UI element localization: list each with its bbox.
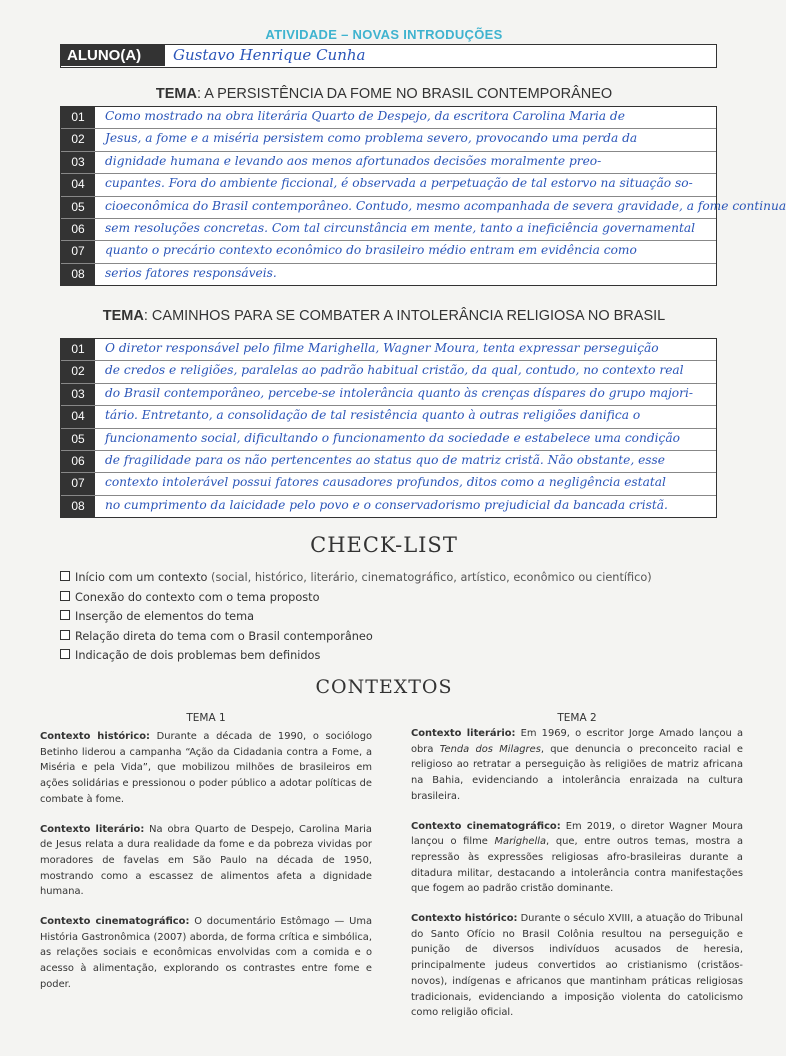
context-paragraph	[40, 729, 372, 808]
checkbox[interactable]	[60, 591, 70, 601]
writing-line	[61, 152, 716, 174]
writing-line	[61, 107, 716, 129]
tema-2-heading	[0, 308, 768, 324]
page-title: ATIVIDADE – NOVAS INTRODUÇÕES	[265, 27, 503, 42]
tema-2-writing-lines	[60, 338, 717, 518]
context-type-label: Contexto literário:	[411, 728, 516, 739]
line-number: 02	[61, 129, 95, 150]
handwritten-text[interactable]: contexto intolerável possui fatores causadores profundos, ditos como a negligência estatal	[105, 475, 666, 490]
context-paragraph	[411, 726, 743, 805]
checklist-item-label: Inserção de elementos do tema	[75, 610, 255, 624]
checkbox[interactable]	[60, 571, 70, 581]
tema-2-label: TEMA	[102, 308, 144, 324]
writing-line	[61, 197, 786, 219]
writing-line	[61, 219, 716, 241]
context-work-title: Tenda dos Milagres	[439, 743, 541, 755]
line-number: 06	[61, 451, 95, 472]
tema-1-heading	[0, 86, 768, 102]
context-work-title: Marighella	[494, 836, 547, 848]
handwritten-text[interactable]: Jesus, a fome e a miséria persistem como problema severo, provocando uma perda da	[105, 131, 638, 146]
handwritten-text[interactable]: no cumprimento da laicidade pelo povo e o conservadorismo prejudicial da bancada cristã.	[105, 497, 668, 512]
context-paragraph	[40, 914, 372, 993]
tema-1-context-heading: TEMA 1	[186, 712, 226, 724]
writing-line	[61, 241, 716, 263]
context-type-label: Contexto cinematográfico:	[411, 820, 561, 832]
writing-line	[61, 496, 716, 517]
context-type-label: Contexto histórico:	[411, 913, 518, 925]
handwritten-text[interactable]: de credos e religiões, paralelas ao padrão habitual cristão, da qual, contudo, no contexto real	[105, 363, 684, 378]
context-text: , que denuncia o preconceito racial e religioso ao retratar a perseguição às religiões de matriz africana na Bahia, evidenciando a intolerância enraizada na cultura brasileira.	[411, 743, 743, 802]
line-number: 08	[61, 264, 95, 285]
line-number: 08	[61, 496, 95, 517]
student-label: ALUNO(A)	[61, 45, 165, 66]
context-text: , que, entre outros temas, mostra a repressão às expressões religiosas afro-brasileiras durante a ditadura militar, destacando a intolerância contra manifestações que fogem ao padrão cristão dominante.	[411, 836, 743, 895]
tema-1-label: TEMA	[155, 86, 197, 102]
line-number: 05	[61, 429, 95, 450]
tema-2-contexts	[411, 712, 743, 1035]
handwritten-text[interactable]: O diretor responsável pelo filme Marighella, Wagner Moura, tenta expressar perseguição	[105, 341, 659, 355]
writing-line	[61, 339, 716, 361]
handwritten-text[interactable]: tário. Entretanto, a consolidação de tal resistência quanto à outras religiões danifica o	[105, 408, 641, 423]
context-text: Durante o século XVIII, a atuação do Tribunal do Santo Ofício no Brasil Colônia resultou na perseguição e punição de diversos indivíduos acusados de heresia, principalmente judeus convertidos ao cristianismo (cristãos-novos), indígenas e africanos que mantinham práticas religiosas tradicionais, evidenciando a imposição violenta do catolicismo como religião oficial.	[411, 913, 743, 1019]
writing-line	[61, 264, 716, 285]
context-paragraph	[411, 819, 743, 898]
checkbox[interactable]	[60, 649, 70, 659]
checklist-item	[60, 588, 740, 608]
tema-2-title: : CAMINHOS PARA SE COMBATER A INTOLERÂNCIA RELIGIOSA NO BRASIL	[143, 308, 666, 324]
student-name-bar	[60, 44, 717, 68]
handwritten-text[interactable]: sem resoluções concretas. Com tal circunstância em mente, tanto a ineficiência governamental	[105, 220, 696, 235]
checklist-item	[60, 607, 740, 627]
checklist	[60, 568, 740, 666]
context-text: Na obra Quarto de Despejo, Carolina Maria de Jesus relata a dura realidade da fome e da pobreza vividas por moradores de favelas em São Paulo na década de 1950, mostrando como a escassez de alimentos afeta a dignidade humana.	[40, 823, 372, 898]
writing-line	[61, 473, 716, 495]
handwritten-text[interactable]: funcionamento social, dificultando o funcionamento da sociedade e estabelece uma condição	[105, 430, 680, 445]
context-text: O documentário Estômago — Uma História Gastronômica (2007) aborda, de forma crítica e simbólica, as relações sociais e econômicas envolvidas com a comida e o acesso à alimentação, explorando os contrastes entre fome e poder.	[40, 916, 372, 990]
checkbox[interactable]	[60, 610, 70, 620]
handwritten-text[interactable]: cupantes. Fora do ambiente ficcional, é observada a perpetuação de tal estorvo na situação so-	[105, 176, 693, 191]
checklist-item	[60, 568, 740, 588]
line-number: 01	[61, 107, 95, 128]
handwritten-text[interactable]: dignidade humana e levando aos menos afortunados decisões moralmente preo-	[105, 153, 602, 168]
writing-line	[61, 129, 716, 151]
handwritten-text[interactable]: cioeconômica do Brasil contemporâneo. Contudo, mesmo acompanhada de severa gravidade, a fome continua	[105, 198, 786, 213]
line-number: 07	[61, 473, 95, 494]
handwritten-text[interactable]: serios fatores responsáveis.	[105, 265, 277, 280]
context-paragraph	[40, 822, 372, 901]
checklist-item-note: (social, histórico, literário, cinematográfico, artístico, econômico ou científico)	[207, 571, 652, 584]
context-text: Durante a década de 1990, o sociólogo Betinho liderou a campanha “Ação da Cidadania contra a Fome, a Miséria e pela Vida”, que mobilizou milhões de brasileiros em ações solidárias e pressionou o poder público a adotar políticas de combate à fome.	[40, 731, 373, 805]
writing-line	[61, 451, 716, 473]
checklist-item	[60, 627, 740, 647]
writing-line	[61, 429, 716, 451]
line-number: 07	[61, 241, 95, 262]
context-paragraph	[411, 911, 743, 1021]
contextos-title: CONTEXTOS	[315, 676, 453, 698]
checklist-item-label: Conexão do contexto com o tema proposto	[75, 590, 320, 604]
handwritten-text[interactable]: Como mostrado na obra literária Quarto de Despejo, da escritora Carolina Maria de	[105, 109, 625, 123]
handwritten-text[interactable]: de fragilidade para os não pertencentes ao status quo de matriz cristã. Não obstante, esse	[105, 452, 666, 467]
tema-1-writing-lines	[60, 106, 786, 286]
writing-line	[61, 384, 716, 406]
line-number: 03	[61, 152, 95, 173]
checklist-title: CHECK-LIST	[310, 533, 458, 557]
writing-line	[61, 406, 716, 428]
context-type-label: Contexto literário:	[40, 823, 145, 835]
checklist-item-label: Indicação de dois problemas bem definidos	[75, 649, 321, 663]
line-number: 04	[61, 406, 95, 427]
context-text: Em 2019, o diretor Wagner Moura lançou o filme	[411, 820, 743, 848]
tema-1-contexts	[40, 712, 372, 1007]
tema-2-context-heading: TEMA 2	[557, 712, 597, 724]
line-number: 01	[61, 339, 95, 360]
context-type-label: Contexto histórico:	[40, 731, 150, 742]
handwritten-text[interactable]: do Brasil contemporâneo, percebe-se intolerância quanto às crenças díspares do grupo majori-	[105, 385, 693, 400]
student-name[interactable]: Gustavo Henrique Cunha	[173, 46, 366, 64]
tema-1-title: : A PERSISTÊNCIA DA FOME NO BRASIL CONTEMPORÂNEO	[196, 86, 613, 102]
line-number: 02	[61, 361, 95, 382]
writing-line	[61, 174, 716, 196]
context-type-label: Contexto cinematográfico:	[40, 916, 190, 928]
checkbox[interactable]	[60, 630, 70, 640]
checklist-item-label: Relação direta do tema com o Brasil contemporâneo	[75, 629, 373, 643]
line-number: 06	[61, 219, 95, 240]
handwritten-text[interactable]: quanto o precário contexto econômico do brasileiro médio entram em evidência como	[105, 243, 637, 258]
line-number: 04	[61, 174, 95, 195]
line-number: 03	[61, 384, 95, 405]
checklist-item	[60, 646, 740, 666]
context-text: Em 1969, o escritor Jorge Amado lançou a obra	[411, 728, 743, 755]
line-number: 05	[61, 197, 95, 218]
writing-line	[61, 361, 716, 383]
checklist-item-label: Início com um contexto	[75, 571, 208, 584]
